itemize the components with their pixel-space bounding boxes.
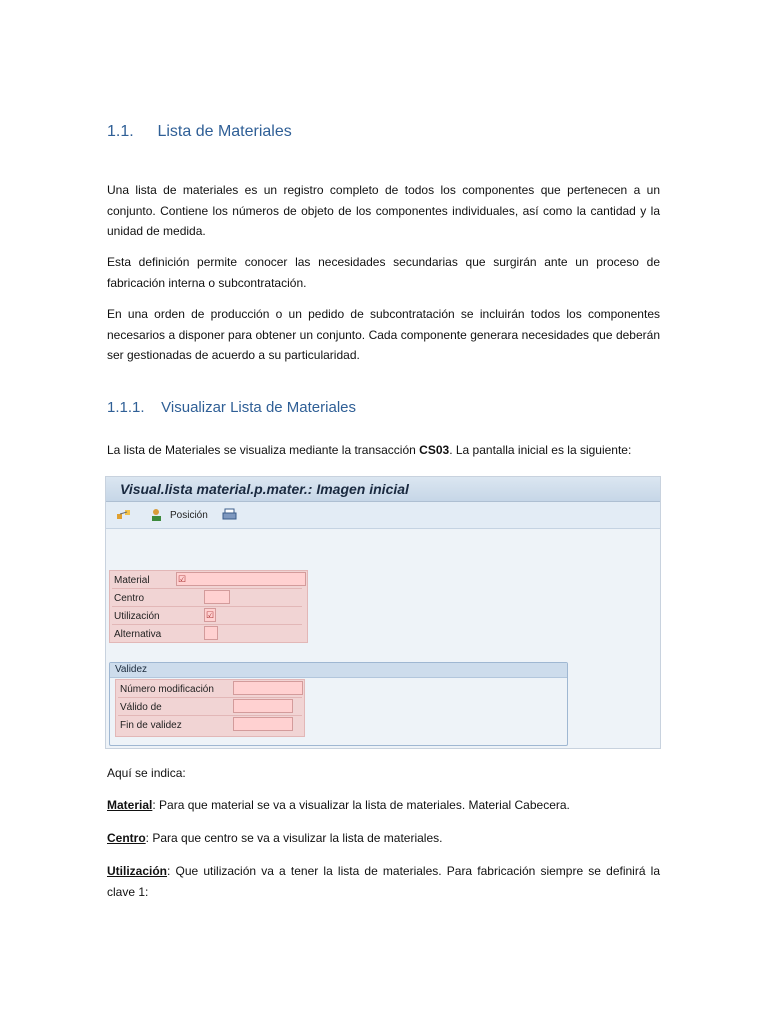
sap-toolbar	[106, 502, 660, 529]
valido-de-label: Válido de	[120, 702, 162, 713]
aqui-line: Aquí se indica:	[107, 766, 186, 780]
numero-modificacion-label: Número modificación	[120, 684, 214, 695]
utilizacion-label: Utilización	[114, 611, 160, 622]
position-label: Posición	[170, 509, 208, 521]
utilizacion-term: Utilización	[107, 864, 168, 878]
subsection-number: 1.1.1.	[107, 399, 145, 416]
centro-term: Centro	[107, 831, 146, 845]
sap-window-title: Visual.lista material.p.mater.: Imagen inicial	[106, 477, 660, 502]
alternativa-input[interactable]	[204, 626, 218, 640]
utilizacion-input[interactable]: ☑	[206, 610, 215, 620]
selection-fields	[109, 570, 308, 643]
printer-icon	[222, 508, 238, 522]
print-button[interactable]	[222, 508, 242, 522]
other-bom-button[interactable]	[116, 508, 136, 522]
subsection-heading	[107, 399, 356, 416]
intro-line	[107, 443, 631, 457]
section-title: Lista de Materiales	[157, 123, 292, 140]
paragraph-1: Una lista de materiales es un registro completo de todos los componentes que pertenecen a un conjunto. Contiene los números de objeto de los componentes individuales, así como la cantidad y la unidad de medida.	[107, 183, 660, 238]
field-row-valido-de	[118, 699, 302, 716]
hierarchy-icon	[116, 508, 132, 522]
utilizacion-note-text: : Que utilización va a tener la lista de materiales. Para fabricación siempre se definirá la clave 1:	[107, 864, 660, 899]
position-button[interactable]	[150, 508, 208, 522]
sap-screen	[105, 476, 661, 749]
field-row-fin-validez	[118, 717, 302, 734]
field-row-material	[112, 572, 302, 589]
intro-text-end: . La pantalla inicial es la siguiente:	[449, 443, 632, 457]
field-row-centro	[112, 590, 302, 607]
section-heading	[107, 123, 292, 141]
paragraph-3: En una orden de producción o un pedido de subcontratación se incluirán todos los componentes necesarios a disponer para obtener un conjunto. Cada componente generara necesidades que deberán ser gestionadas de acuerdo a su particularidad.	[107, 307, 660, 362]
centro-label: Centro	[114, 593, 145, 604]
validez-fields	[115, 679, 305, 737]
field-row-alternativa	[112, 626, 302, 643]
numero-modificacion-input[interactable]	[233, 681, 303, 695]
material-input[interactable]: ☑	[176, 572, 306, 586]
paragraph-2: Esta definición permite conocer las necesidades secundarias que surgirán ante un proceso de fabricación interna o subcontratación.	[107, 255, 660, 290]
material-note	[107, 798, 570, 812]
subsection-title: Visualizar Lista de Materiales	[161, 399, 356, 416]
centro-note-text: : Para que centro se va a visulizar la lista de materiales.	[145, 831, 443, 845]
intro-text: La lista de Materiales se visualiza mediante la transacción	[107, 443, 420, 457]
material-label: Material	[114, 575, 150, 586]
transaction-code: CS03	[419, 443, 450, 457]
material-term: Material	[107, 798, 153, 812]
section-number: 1.1.	[107, 123, 134, 140]
centro-input[interactable]	[204, 590, 230, 604]
fin-validez-label: Fin de validez	[120, 720, 182, 731]
validez-group	[109, 662, 568, 746]
utilizacion-note	[107, 861, 660, 902]
material-note-text: : Para que material se va a visualizar la lista de materiales. Material Cabecera.	[152, 798, 570, 812]
centro-note	[107, 831, 442, 845]
alternativa-label: Alternativa	[114, 629, 162, 640]
field-row-utilizacion	[112, 608, 302, 625]
person-icon	[150, 508, 166, 522]
field-row-numero-modificacion	[118, 681, 302, 698]
fin-validez-input[interactable]	[233, 717, 293, 731]
valido-de-input[interactable]	[233, 699, 293, 713]
validez-header: Validez	[110, 663, 567, 678]
